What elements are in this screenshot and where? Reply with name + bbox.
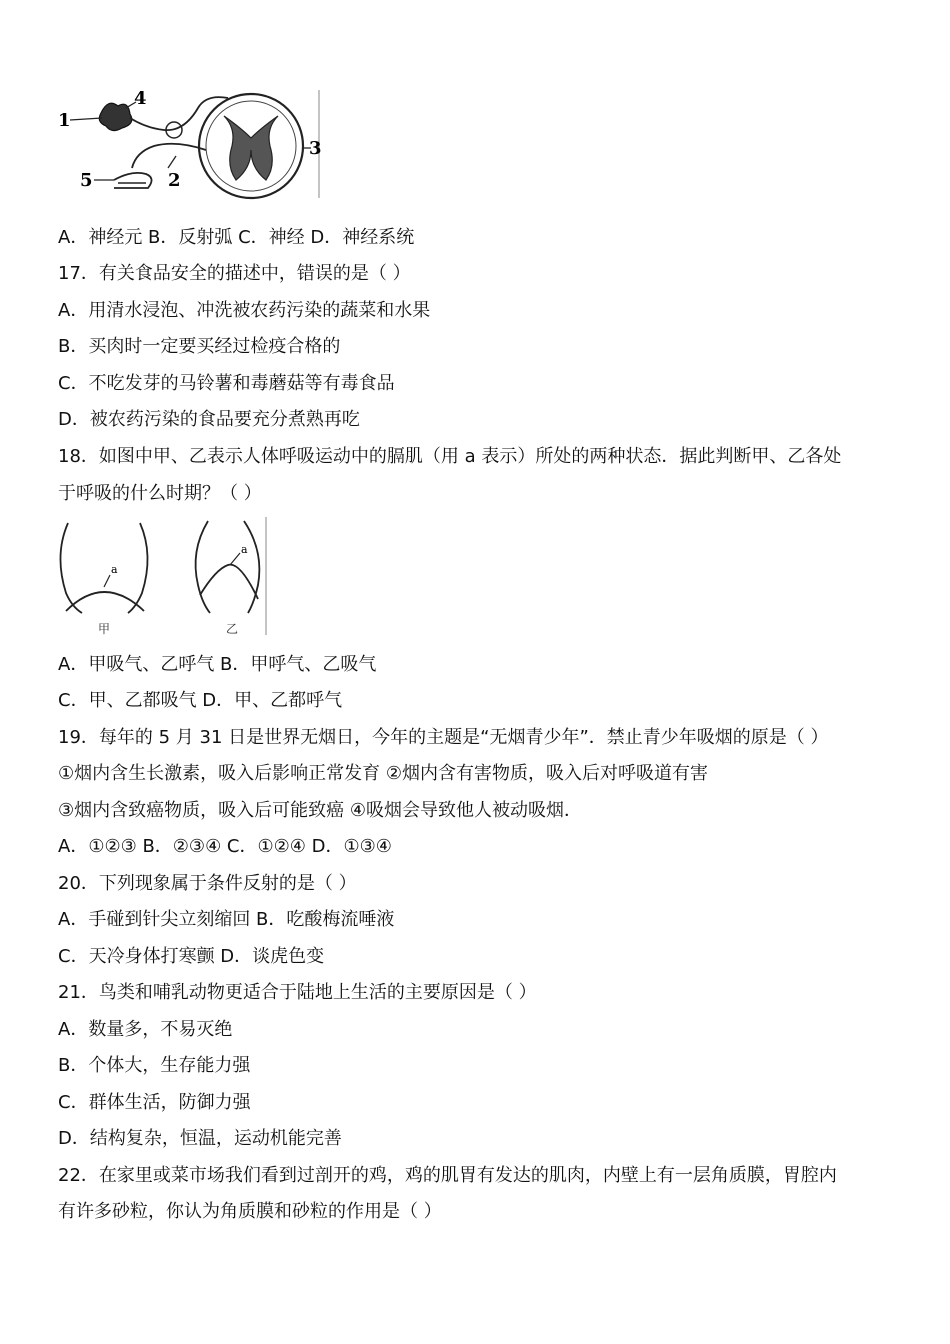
q20-stem: 20．下列现象属于条件反射的是（ ） bbox=[58, 873, 357, 894]
q19-items-34: ③烟内含致癌物质，吸入后可能致癌 ④吸烟会导致他人被动吸烟． bbox=[58, 800, 582, 821]
q19-items-12: ①烟内含生长激素，吸入后影响正常发育 ②烟内含有害物质，吸入后对呼吸道有害 bbox=[58, 763, 708, 784]
q17-option-d: D．被农药污染的食品要充分煮熟再吃 bbox=[58, 409, 360, 430]
fig1-label-3: 3 bbox=[309, 138, 322, 159]
fig2-label-a-yi: a bbox=[241, 543, 248, 556]
q21-stem: 21．鸟类和哺乳动物更适合于陆地上生活的主要原因是（ ） bbox=[58, 982, 537, 1003]
q18-stem-line1: 18．如图中甲、乙表示人体呼吸运动中的膈肌（用 a 表示）所处的两种状态．据此判断甲、乙各处 bbox=[58, 446, 842, 467]
fig2-label-a-jia: a bbox=[111, 563, 118, 576]
q18-options-ab: A．甲吸气、乙呼气 B．甲呼气、乙吸气 bbox=[58, 654, 377, 675]
q17-option-c: C．不吃发芽的马铃薯和毒蘑菇等有毒食品 bbox=[58, 373, 395, 394]
q19-stem: 19．每年的 5 月 31 日是世界无烟日，今年的主题是“无烟青少年”．禁止青少年吸烟的原是（ ） bbox=[58, 727, 829, 748]
q20-options-ab: A．手碰到针尖立刻缩回 B．吃酸梅流唾液 bbox=[58, 909, 395, 930]
q17-option-b: B．买肉时一定要买经过检疫合格的 bbox=[58, 336, 341, 357]
q16-options: A．神经元 B．反射弧 C．神经 D．神经系统 bbox=[58, 227, 415, 248]
q20-options-cd: C．天冷身体打寒颤 D．谈虎色变 bbox=[58, 946, 325, 967]
q17-stem: 17．有关食品安全的描述中，错误的是（ ） bbox=[58, 263, 411, 284]
q22-stem-line1: 22．在家里或菜市场我们看到过剖开的鸡，鸡的肌胃有发达的肌肉，内壁上有一层角质膜，胃腔内 bbox=[58, 1165, 837, 1186]
q21-option-a: A．数量多，不易灭绝 bbox=[58, 1019, 233, 1040]
fig2-label-jia: 甲 bbox=[98, 622, 111, 636]
q17-option-a: A．用清水浸泡、冲洗被农药污染的蔬菜和水果 bbox=[58, 300, 431, 321]
q21-option-b: B．个体大，生存能力强 bbox=[58, 1055, 251, 1076]
diaphragm-figure bbox=[58, 515, 270, 637]
q22-stem-line2: 有许多砂粒，你认为角质膜和砂粒的作用是（ ） bbox=[58, 1201, 442, 1222]
fig2-label-yi: 乙 bbox=[226, 622, 239, 636]
q21-option-d: D．结构复杂，恒温，运动机能完善 bbox=[58, 1128, 342, 1149]
fig1-label-4: 4 bbox=[134, 88, 147, 109]
q21-option-c: C．群体生活，防御力强 bbox=[58, 1092, 251, 1113]
fig1-label-1: 1 bbox=[58, 110, 71, 131]
q19-options: A．①②③ B．②③④ C．①②④ D．①③④ bbox=[58, 836, 392, 857]
fig1-label-5: 5 bbox=[80, 170, 93, 191]
fig1-label-2: 2 bbox=[168, 170, 181, 191]
q18-options-cd: C．甲、乙都吸气 D．甲、乙都呼气 bbox=[58, 690, 343, 711]
q18-stem-line2: 于呼吸的什么时期？（ ） bbox=[58, 483, 262, 504]
reflex-arc-figure bbox=[56, 88, 324, 200]
